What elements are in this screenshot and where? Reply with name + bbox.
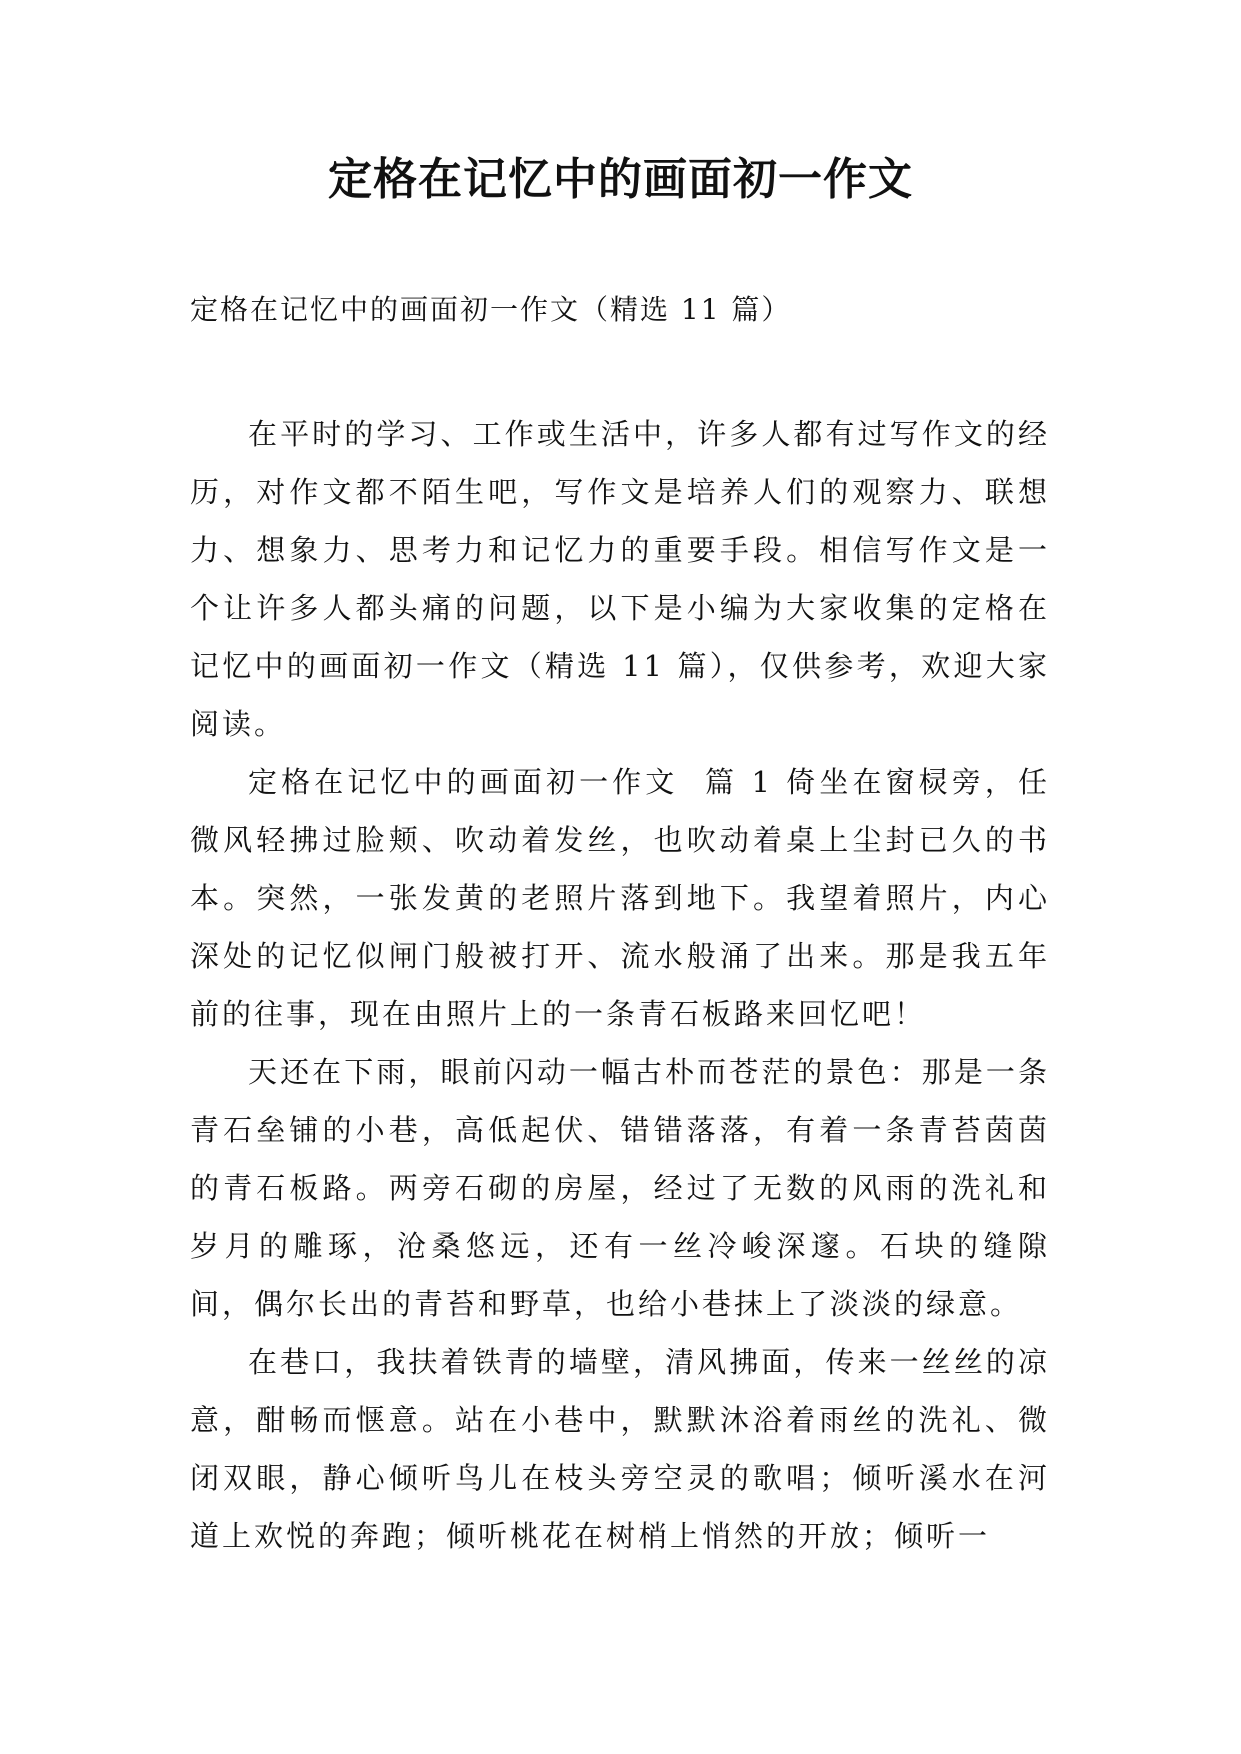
essay-1-paragraph-2: 天还在下雨，眼前闪动一幅古朴而苍茫的景色：那是一条青石垒铺的小巷，高低起伏、错错落落，有着一条青苔茵茵的青石板路。两旁石砌的房屋，经过了无数的风雨的洗礼和岁月的雕琢，沧桑悠远，还有一丝冷峻深邃。石块的缝隙间，偶尔长出的青苔和野草，也给小巷抹上了淡淡的绿意。 [190,1055,1050,1321]
essay-1-paragraph-3: 在巷口，我扶着铁青的墙壁，清风拂面，传来一丝丝的凉意，酣畅而惬意。站在小巷中，默默沐浴着雨丝的洗礼、微闭双眼，静心倾听鸟儿在枝头旁空灵的歌唱；倾听溪水在河道上欢悦的奔跑；倾听桃花在树梢上悄然的开放；倾听一 [190,1345,1050,1553]
essay-1-paragraph-1-text: 倚坐在窗棂旁，任微风轻拂过脸颊、吹动着发丝，也吹动着桌上尘封已久的书本。突然，一张发黄的老照片落到地下。我望着照片，内心深处的记忆似闸门般被打开、流水般涌了出来。那是我五年前的往事，现在由照片上的一条青石板路来回忆吧！ [190,765,1050,1031]
document-subtitle: 定格在记忆中的画面初一作文（精选 11 篇） [190,293,792,326]
document-body [190,405,1050,1565]
essay-1-paragraph-1 [190,753,1050,1043]
intro-paragraph: 在平时的学习、工作或生活中，许多人都有过写作文的经历，对作文都不陌生吧，写作文是培养人们的观察力、联想力、想象力、思考力和记忆力的重要手段。相信写作文是一个让许多人都头痛的问题，以下是小编为大家收集的定格在记忆中的画面初一作文（精选 11 篇），仅供参考，欢迎大家阅读。 [190,417,1050,741]
essay-1-heading: 定格在记忆中的画面初一作文 篇 1 [248,765,773,799]
document-title: 定格在记忆中的画面初一作文 [328,154,913,205]
